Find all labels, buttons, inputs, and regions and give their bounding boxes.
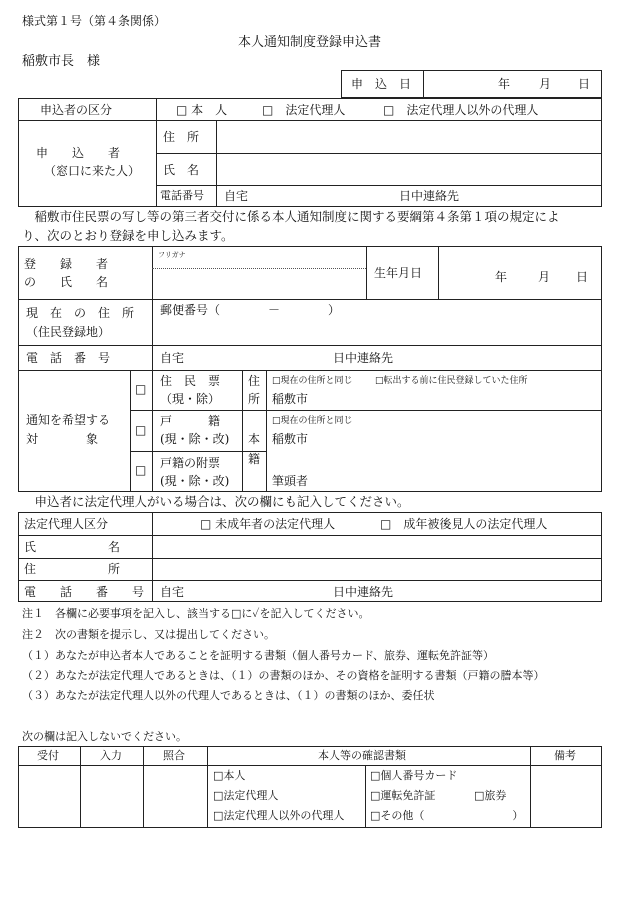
doc-agent-checkbox[interactable]: □法定代理人以外の代理人 bbox=[213, 809, 345, 822]
apply-date-day: 日 bbox=[578, 77, 591, 91]
dob-year: 年 bbox=[495, 270, 508, 284]
doc-mynumber-checkbox[interactable]: □個人番号カード bbox=[370, 769, 458, 782]
honseki-same-checkbox[interactable]: □現在の住所と同じ bbox=[272, 416, 353, 426]
addressee: 稲敷市長 様 bbox=[22, 54, 101, 69]
koseki-label-1: 戸 籍 bbox=[160, 414, 221, 428]
address-vertical-2: 所 bbox=[248, 392, 261, 406]
applicant-phone-home[interactable]: 自宅 bbox=[224, 189, 249, 203]
koseki-checkbox[interactable]: □ bbox=[135, 423, 147, 437]
intro-line-2: り、次のとおり登録を申し込みます。 bbox=[22, 228, 234, 243]
doc-self-checkbox[interactable]: □本人 bbox=[213, 769, 246, 782]
office-col-docs: 本人等の確認書類 bbox=[318, 749, 406, 762]
applicant-agent-checkbox[interactable]: □ 法定代理人以外の代理人 bbox=[383, 103, 539, 117]
koseki-label-2: (現・除・改) bbox=[160, 432, 230, 446]
note-4: （２）あなたが法定代理人であるときは、（１）の書類のほか、その資格を証明する書類（戸籍の謄本等） bbox=[22, 669, 545, 682]
office-col-check: 照合 bbox=[163, 749, 185, 762]
notify-label-1: 通知を希望する bbox=[26, 413, 111, 427]
legal-category-label: 法定代理人区分 bbox=[24, 517, 109, 531]
legal-phone-label: 電 話 番 号 bbox=[24, 585, 145, 599]
applicant-self-checkbox[interactable]: □ 本 人 bbox=[176, 103, 228, 117]
legal-phone-day[interactable]: 日中連絡先 bbox=[333, 585, 394, 599]
note-3: （１）あなたが申込者本人であることを証明する書類（個人番号カード、旅券、運転免許証等） bbox=[22, 649, 495, 662]
applicant-label: 申 込 者 bbox=[36, 146, 121, 160]
applicant-legal-checkbox[interactable]: □ 法定代理人 bbox=[262, 103, 346, 117]
fuhyo-checkbox[interactable]: □ bbox=[135, 463, 147, 477]
furigana-label: フリガナ bbox=[158, 251, 186, 259]
apply-date-year: 年 bbox=[498, 77, 511, 91]
previous-address-checkbox[interactable]: □転出する前に住民登録していた住所 bbox=[375, 376, 528, 386]
doc-passport-checkbox[interactable]: □旅券 bbox=[474, 789, 507, 802]
registrant-name-label-1: 登 録 者 bbox=[24, 257, 109, 271]
fuhyo-label-2: (現・除・改) bbox=[160, 474, 230, 488]
office-col-receive: 受付 bbox=[37, 749, 59, 762]
registrant-phone-home[interactable]: 自宅 bbox=[160, 351, 185, 365]
doc-license-checkbox[interactable]: □運転免許証 bbox=[370, 789, 436, 802]
apply-date-label: 申 込 日 bbox=[351, 77, 412, 91]
resident-label-1: 住 民 票 bbox=[160, 374, 221, 388]
applicant-address-label: 住 所 bbox=[163, 130, 200, 144]
doc-legal-checkbox[interactable]: □法定代理人 bbox=[213, 789, 279, 802]
form-number: 様式第１号（第４条関係） bbox=[22, 14, 167, 28]
address-vertical-1: 住 bbox=[248, 374, 261, 388]
resident-label-2: （現・除） bbox=[160, 392, 221, 406]
office-col-input: 入力 bbox=[100, 749, 122, 762]
dob-month: 月 bbox=[538, 270, 551, 284]
applicant-phone-label: 電話番号 bbox=[160, 189, 204, 202]
legal-address-label: 住 所 bbox=[24, 562, 121, 576]
office-caption: 次の欄は記入しないでください。 bbox=[22, 730, 187, 743]
note-2: 注２ 次の書類を提示し、又は提出してください。 bbox=[22, 628, 275, 641]
registrant-phone-day[interactable]: 日中連絡先 bbox=[333, 351, 394, 365]
applicant-sub-label: （窓口に来た人） bbox=[44, 164, 141, 178]
postal-code-field[interactable]: 郵便番号（ － ） bbox=[160, 303, 341, 317]
head-of-family-label: 筆頭者 bbox=[272, 474, 309, 488]
same-address-checkbox[interactable]: □現在の住所と同じ bbox=[272, 376, 353, 386]
registrant-address-label-2: （住民登録地） bbox=[26, 325, 111, 339]
dob-label: 生年月日 bbox=[374, 266, 423, 280]
resident-city: 稲敷市 bbox=[272, 392, 309, 406]
applicant-name-label: 氏 名 bbox=[163, 163, 200, 177]
office-col-remarks: 備考 bbox=[554, 749, 576, 762]
legal-rep-note: 申込者に法定代理人がいる場合は、次の欄にも記入してください。 bbox=[22, 494, 410, 509]
applicant-category-label: 申込者の区分 bbox=[40, 103, 113, 117]
dob-day: 日 bbox=[576, 270, 589, 284]
fuhyo-label-1: 戸籍の附票 bbox=[160, 456, 221, 470]
apply-date-month: 月 bbox=[539, 77, 552, 91]
page-title: 本人通知制度登録申込書 bbox=[238, 35, 382, 50]
intro-line-1: 稲敷市住民票の写し等の第三者交付に係る本人通知制度に関する要綱第４条第１項の規定によ bbox=[22, 209, 560, 224]
legal-adult-checkbox[interactable]: □ 成年被後見人の法定代理人 bbox=[380, 517, 548, 531]
legal-minor-checkbox[interactable]: □ 未成年者の法定代理人 bbox=[200, 517, 336, 531]
honseki-vertical-1: 本 bbox=[248, 432, 261, 446]
honseki-city: 稲敷市 bbox=[272, 432, 309, 446]
applicant-phone-day[interactable]: 日中連絡先 bbox=[399, 189, 460, 203]
registrant-phone-label: 電 話 番 号 bbox=[26, 351, 111, 365]
registrant-name-label-2: の 氏 名 bbox=[24, 275, 109, 289]
legal-phone-home[interactable]: 自宅 bbox=[160, 585, 185, 599]
honseki-vertical-2: 籍 bbox=[248, 452, 261, 466]
note-1: 注１ 各欄に必要事項を記入し、該当する□に✓を記入してください。 bbox=[22, 607, 370, 620]
legal-name-label: 氏 名 bbox=[24, 540, 121, 554]
doc-other-checkbox[interactable]: □その他（ ） bbox=[370, 809, 524, 822]
registrant-address-label-1: 現 在 の 住 所 bbox=[26, 306, 135, 320]
resident-checkbox[interactable]: □ bbox=[135, 382, 147, 396]
notify-label-2: 対 象 bbox=[26, 432, 99, 446]
note-5: （３）あなたが法定代理人以外の代理人であるときは、（１）の書類のほか、委任状 bbox=[22, 689, 435, 702]
